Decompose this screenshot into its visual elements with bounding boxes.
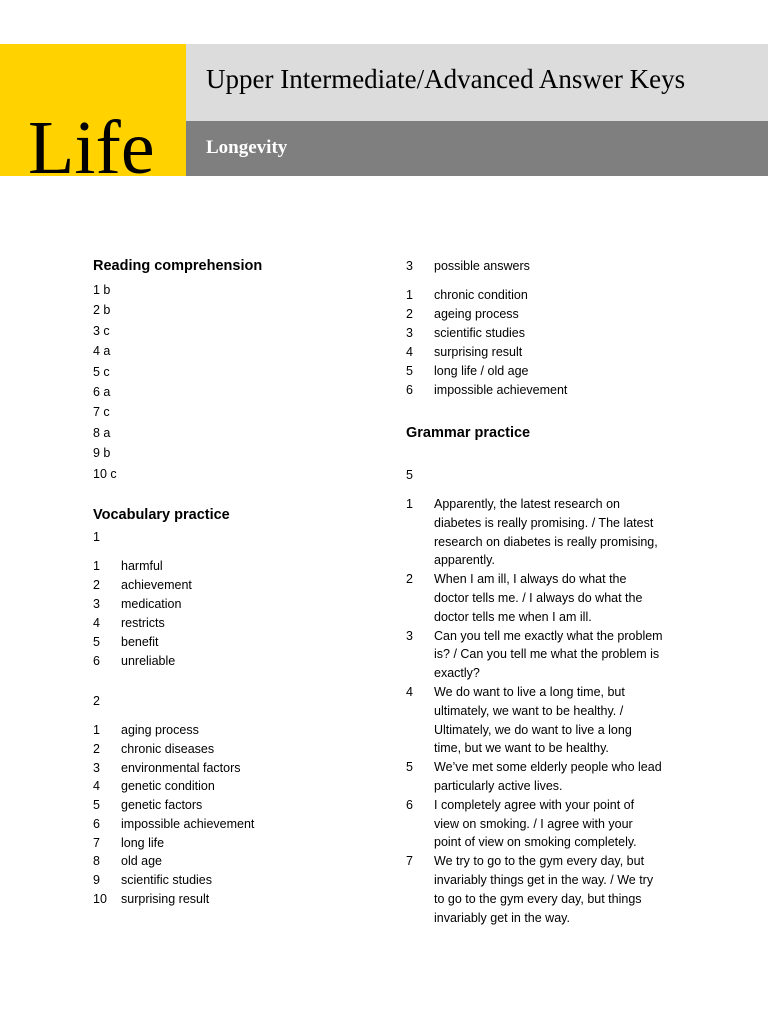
list-item: surprising result <box>434 344 523 359</box>
list-item-number: 2 <box>406 572 413 587</box>
ex3-number: 3 <box>406 259 413 273</box>
list-item: scientific studies <box>434 325 526 340</box>
list-item: old age <box>121 854 163 869</box>
reading-answer: 1 b <box>93 283 111 297</box>
list-item: chronic condition <box>434 288 528 302</box>
list-item-number: 1 <box>406 497 413 511</box>
list-item-number: 5 <box>406 760 413 775</box>
grammar-answer-line: When I am ill, I always do what the <box>434 572 627 587</box>
list-item-number: 4 <box>406 344 413 359</box>
grammar-answer-line: apparently. <box>434 553 495 568</box>
list-item-number: 6 <box>406 797 413 812</box>
reading-answer: 2 b <box>93 303 111 318</box>
list-item: chronic diseases <box>121 741 215 756</box>
reading-answer: 8 a <box>93 425 111 440</box>
list-item-number: 4 <box>93 779 100 794</box>
grammar-answer-line: research on diabetes is really promising, <box>434 534 658 549</box>
list-item-number: 9 <box>93 873 100 887</box>
list-item-number: 8 <box>93 854 100 869</box>
grammar-answer-line: is? / Can you tell me what the problem is <box>434 647 660 662</box>
vocab-ex2-label: 2 <box>93 694 100 708</box>
page-title: Upper Intermediate/Advanced Answer Keys <box>206 64 686 94</box>
reading-answer: 9 b <box>93 446 111 461</box>
list-item-number: 3 <box>93 760 100 775</box>
grammar-answer-line: doctor tells me. / I always do what the <box>434 591 643 605</box>
list-item-number: 4 <box>406 685 413 699</box>
list-item-number: 2 <box>406 306 413 321</box>
list-item: achievement <box>121 577 192 592</box>
list-item-number: 7 <box>93 835 100 850</box>
grammar-answer-line: ultimately, we want to be healthy. / <box>434 703 624 718</box>
list-item-number: 3 <box>93 596 100 611</box>
vocabulary-heading: Vocabulary practice <box>93 507 230 523</box>
grammar-answer-line: I completely agree with your point of <box>434 797 635 812</box>
grammar-answer-line: view on smoking. / I agree with your <box>434 816 633 831</box>
list-item-number: 6 <box>406 382 413 397</box>
reading-answer: 10 c <box>93 466 117 481</box>
vocab-ex1-label: 1 <box>93 530 100 544</box>
reading-answer: 6 a <box>93 385 111 399</box>
list-item: ageing process <box>434 306 519 321</box>
list-item-number: 1 <box>93 559 100 573</box>
list-item: genetic condition <box>121 779 215 794</box>
list-item: aging process <box>121 723 199 737</box>
ex3-label: possible answers <box>434 259 530 273</box>
grammar-answer-line: We’ve met some elderly people who lead <box>434 760 662 775</box>
list-item-number: 6 <box>93 653 100 668</box>
list-item-number: 3 <box>406 325 413 340</box>
list-item-number: 2 <box>93 741 100 756</box>
grammar-answer-line: diabetes is really promising. / The latest <box>434 515 654 530</box>
page-subtitle: Longevity <box>206 137 288 158</box>
grammar-answer-line: exactly? <box>434 666 480 681</box>
grammar-answer-line: doctor tells me when I am ill. <box>434 609 592 624</box>
list-item-number: 5 <box>93 634 100 649</box>
list-item: long life / old age <box>434 363 529 378</box>
list-item-number: 5 <box>406 363 413 378</box>
grammar-heading: Grammar practice <box>406 425 531 441</box>
grammar-answer-line: Ultimately, we do want to live a long <box>434 722 632 737</box>
logo-text: Life <box>28 106 155 190</box>
reading-heading: Reading comprehension <box>93 258 263 274</box>
list-item-number: 7 <box>406 854 413 869</box>
list-item-number: 1 <box>93 723 100 737</box>
logo-box <box>0 44 186 190</box>
reading-answer: 3 c <box>93 323 110 338</box>
title-bar <box>186 44 768 121</box>
list-item-number: 5 <box>93 798 100 812</box>
list-item: surprising result <box>121 891 210 906</box>
list-item: restricts <box>121 615 165 630</box>
reading-answer: 5 c <box>93 364 110 379</box>
list-item: environmental factors <box>121 760 241 775</box>
list-item-number: 10 <box>93 891 107 906</box>
grammar-answer-line: Can you tell me exactly what the problem <box>434 628 663 643</box>
grammar-answer-line: We do want to live a long time, but <box>434 685 625 699</box>
list-item: scientific studies <box>121 873 213 887</box>
list-item: impossible achievement <box>121 816 255 831</box>
list-item: impossible achievement <box>434 382 568 397</box>
grammar-answer-line: invariably things get in the way. / We try <box>434 873 654 887</box>
list-item-number: 3 <box>406 628 413 643</box>
list-item: medication <box>121 596 182 611</box>
list-item: harmful <box>121 559 163 573</box>
subtitle-bar <box>186 121 768 176</box>
list-item-number: 4 <box>93 615 100 630</box>
list-item-number: 2 <box>93 577 100 592</box>
list-item-number: 1 <box>406 288 413 302</box>
grammar-answer-line: time, but we want to be healthy. <box>434 741 609 756</box>
list-item: genetic factors <box>121 798 203 812</box>
grammar-answer-line: invariably get in the way. <box>434 910 570 925</box>
grammar-answer-line: point of view on smoking completely. <box>434 835 637 850</box>
grammar-answer-line: Apparently, the latest research on <box>434 497 620 511</box>
list-item-number: 6 <box>93 816 100 831</box>
list-item: benefit <box>121 634 159 649</box>
grammar-answer-line: to go to the gym every day, but things <box>434 891 642 906</box>
list-item: long life <box>121 835 165 850</box>
grammar-answer-line: We try to go to the gym every day, but <box>434 854 645 869</box>
grammar-ex-label: 5 <box>406 468 413 482</box>
reading-answer: 4 a <box>93 344 111 359</box>
reading-answer: 7 c <box>93 405 110 420</box>
list-item: unreliable <box>121 653 176 668</box>
grammar-answer-line: particularly active lives. <box>434 779 563 793</box>
